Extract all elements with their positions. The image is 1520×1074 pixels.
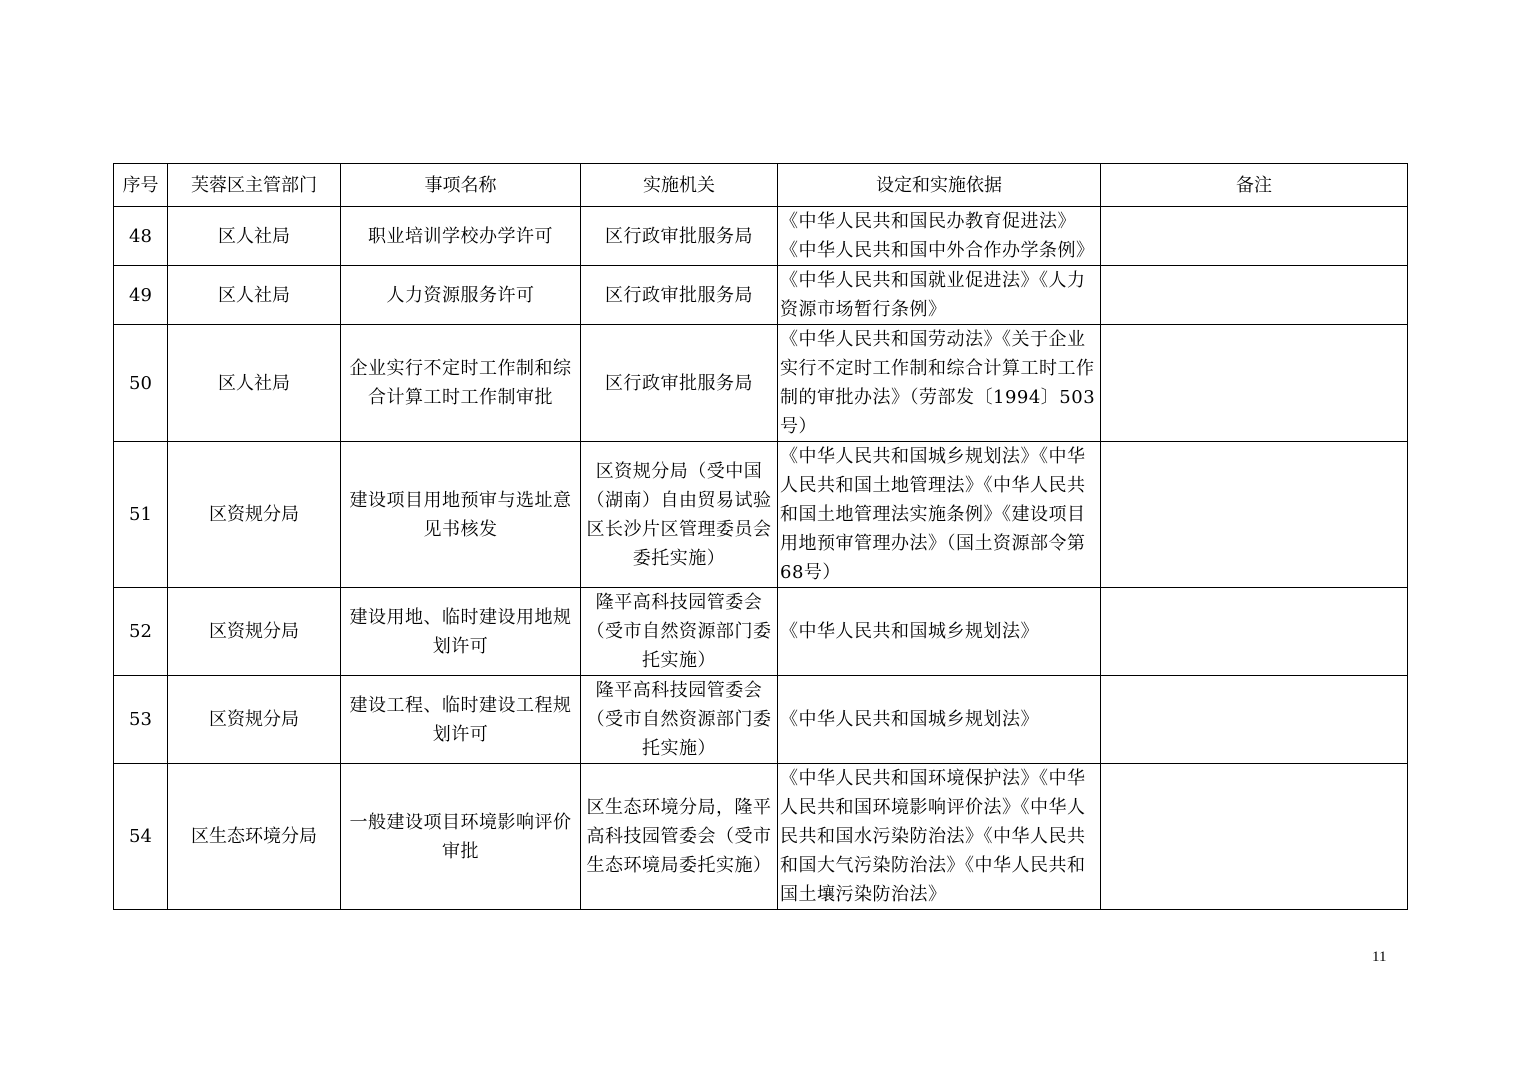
item-cell: 建设工程、临时建设工程规划许可 [341,676,581,764]
org-cell: 区行政审批服务局 [581,207,778,266]
dept-cell: 区资规分局 [168,442,341,588]
org-cell: 区生态环境分局，隆平高科技园管委会（受市生态环境局委托实施） [581,764,778,910]
item-cell: 建设项目用地预审与选址意见书核发 [341,442,581,588]
table-row [114,764,1408,910]
seq-cell: 49 [114,266,168,325]
table-row [114,588,1408,676]
seq-cell: 53 [114,676,168,764]
dept-cell: 区资规分局 [168,676,341,764]
seq-cell: 54 [114,764,168,910]
header-item: 事项名称 [341,164,581,207]
basis-cell: 《中华人民共和国劳动法》《关于企业实行不定时工作制和综合计算工时工作制的审批办法》（劳部发〔1994〕503号） [778,325,1101,442]
table-header-row [114,164,1408,207]
table-row [114,676,1408,764]
basis-cell: 《中华人民共和国城乡规划法》 [778,676,1101,764]
table-row [114,266,1408,325]
seq-cell: 52 [114,588,168,676]
dept-cell: 区人社局 [168,325,341,442]
table-row [114,442,1408,588]
header-org: 实施机关 [581,164,778,207]
org-cell: 区行政审批服务局 [581,266,778,325]
note-cell [1101,325,1408,442]
org-cell: 隆平高科技园管委会（受市自然资源部门委托实施） [581,588,778,676]
dept-cell: 区人社局 [168,266,341,325]
item-cell: 建设用地、临时建设用地规划许可 [341,588,581,676]
note-cell [1101,764,1408,910]
seq-cell: 50 [114,325,168,442]
basis-cell: 《中华人民共和国民办教育促进法》《中华人民共和国中外合作办学条例》 [778,207,1101,266]
note-cell [1101,676,1408,764]
item-cell: 一般建设项目环境影响评价审批 [341,764,581,910]
item-cell: 企业实行不定时工作制和综合计算工时工作制审批 [341,325,581,442]
note-cell [1101,442,1408,588]
header-seq: 序号 [114,164,168,207]
basis-cell: 《中华人民共和国城乡规划法》 [778,588,1101,676]
item-cell: 职业培训学校办学许可 [341,207,581,266]
note-cell [1101,207,1408,266]
basis-cell: 《中华人民共和国城乡规划法》《中华人民共和国土地管理法》《中华人民共和国土地管理法实施条例》《建设项目用地预审管理办法》（国土资源部令第68号） [778,442,1101,588]
dept-cell: 区资规分局 [168,588,341,676]
header-dept: 芙蓉区主管部门 [168,164,341,207]
note-cell [1101,588,1408,676]
page-number: 11 [1372,949,1387,965]
basis-cell: 《中华人民共和国环境保护法》《中华人民共和国环境影响评价法》《中华人民共和国水污染防治法》《中华人民共和国大气污染防治法》《中华人民共和国土壤污染防治法》 [778,764,1101,910]
table-row [114,207,1408,266]
table-row [114,325,1408,442]
org-cell: 隆平高科技园管委会（受市自然资源部门委托实施） [581,676,778,764]
dept-cell: 区人社局 [168,207,341,266]
org-cell: 区资规分局（受中国（湖南）自由贸易试验区长沙片区管理委员会委托实施） [581,442,778,588]
dept-cell: 区生态环境分局 [168,764,341,910]
header-note: 备注 [1101,164,1408,207]
permit-table [113,163,1408,910]
item-cell: 人力资源服务许可 [341,266,581,325]
basis-cell: 《中华人民共和国就业促进法》《人力资源市场暂行条例》 [778,266,1101,325]
org-cell: 区行政审批服务局 [581,325,778,442]
header-basis: 设定和实施依据 [778,164,1101,207]
seq-cell: 48 [114,207,168,266]
seq-cell: 51 [114,442,168,588]
note-cell [1101,266,1408,325]
